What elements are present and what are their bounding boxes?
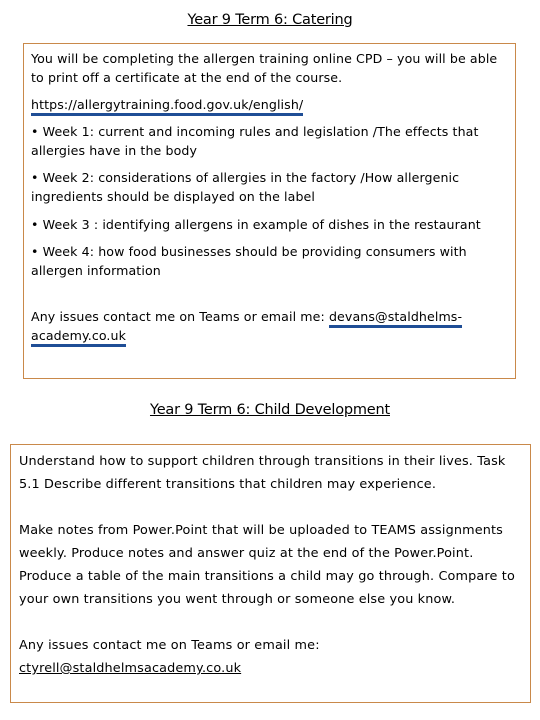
week-3-text: : identifying allergens in example of dishes in the restaurant <box>89 217 481 232</box>
catering-intro: You will be completing the allergen training online CPD – you will be able to print off a certificate at the end of the course. <box>31 51 498 85</box>
child-development-email-link[interactable]: ctyrell@staldhelmsacademy.co.uk <box>19 661 242 676</box>
catering-link-line <box>31 95 509 114</box>
week-4-text: how food businesses should be providing consumers with allergen information <box>31 244 467 278</box>
week-2-text: considerations of allergies in the factory /How allergenic ingredients should be displayed on the label <box>31 170 460 204</box>
catering-email-part2: academy.co.uk <box>31 328 126 347</box>
week-4-label: • Week 4: <box>31 244 95 259</box>
week-1-text: current and incoming rules and legislation /The effects that allergies have in the body <box>31 124 479 158</box>
child-development-para1: Understand how to support children through transitions in their lives. Task 5.1 Describe different transitions that children may experience. <box>19 454 506 492</box>
child-development-para2: Make notes from Power.Point that will be uploaded to TEAMS assignments weekly. Produce notes and answer quiz at the end of the Power.Point. Produce a table of the main transitions a child may go through. Compare to your own transitions you went through or someone else you know. <box>19 523 515 607</box>
child-development-title: Year 9 Term 6: Child Development <box>149 402 390 418</box>
week-3-label: • Week 3 <box>31 217 90 232</box>
catering-email-part1: devans@staldhelms- <box>329 309 462 328</box>
week-2-label: • Week 2: <box>31 170 95 185</box>
catering-title: Year 9 Term 6: Catering <box>187 12 353 28</box>
allergy-training-link[interactable]: https://allergytraining.food.gov.uk/english/ <box>31 97 303 116</box>
week-3-item <box>31 215 509 234</box>
week-2-item <box>31 168 509 206</box>
child-development-contact <box>19 634 519 680</box>
child-development-contact-text: Any issues contact me on Teams or email me: <box>19 638 320 653</box>
catering-contact-text: Any issues contact me on Teams or email me: <box>31 309 329 324</box>
catering-contact <box>31 307 509 345</box>
week-1-item <box>31 122 509 160</box>
week-4-item <box>31 242 509 280</box>
week-1-label: • Week 1: <box>31 124 95 139</box>
